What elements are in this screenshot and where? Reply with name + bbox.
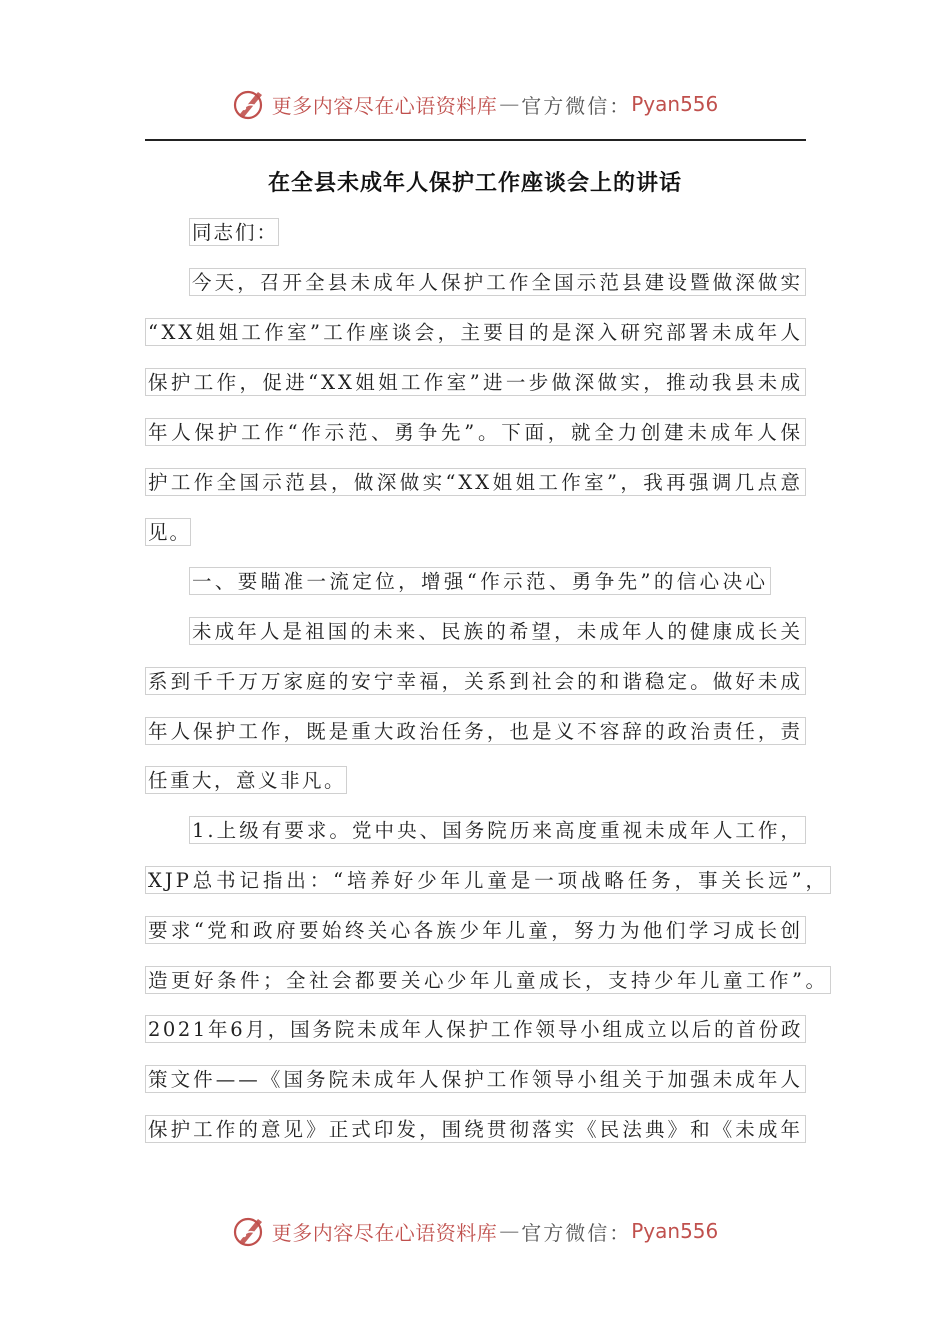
banner-wechat-label: 官方微信： [521,1220,632,1245]
text-line: 年人保护工作“作示范、勇争先”。下面，就全力创建未成年人保 [145,418,806,446]
page-title: 在全县未成年人保护工作座谈会上的讲话 [267,171,682,196]
text-line: 造更好条件；全社会都要关心少年儿童成长，支持少年儿童工作”。 [145,966,831,994]
text-line: 见。 [145,518,191,546]
header-divider [145,139,806,141]
pen-logo-icon [232,86,268,122]
banner-wechat-label: 官方微信： [521,93,632,118]
text-line: 策文件——《国务院未成年人保护工作领导小组关于加强未成年人 [145,1065,806,1093]
footer-banner [0,1211,950,1251]
text-line: 护工作全国示范县，做深做实“XX姐姐工作室”，我再强调几点意 [145,468,806,496]
text-line: 保护工作的意见》正式印发，围绕贯彻落实《民法典》和《未成年 [145,1115,806,1143]
section-heading: 一、要瞄准一流定位，增强“作示范、勇争先”的信心决心 [189,567,771,595]
banner-site-text: 更多内容尽在心语资料库 [271,1220,498,1245]
text-line: 任重大，意义非凡。 [145,766,347,794]
banner-wechat-id: Pyan556 [631,1219,719,1243]
header-banner [0,84,950,124]
text-line: 年人保护工作，既是重大政治任务，也是义不容辞的政治责任，责 [145,717,806,745]
text-line: 今天，召开全县未成年人保护工作全国示范县建设暨做深做实 [189,268,806,296]
text-line: 同志们： [189,218,279,246]
banner-site-text: 更多内容尽在心语资料库 [271,93,498,118]
text-line: 未成年人是祖国的未来、民族的希望，未成年人的健康成长关 [189,617,806,645]
text-line: 要求“党和政府要始终关心各族少年儿童，努力为他们学习成长创 [145,916,806,944]
pen-logo-icon [232,1213,268,1249]
banner-dash: — [499,92,520,116]
text-line: XJP总书记指出：“培养好少年儿童是一项战略任务，事关长远”， [145,866,831,894]
text-line: 保护工作，促进“XX姐姐工作室”进一步做深做实，推动我县未成 [145,368,806,396]
banner-wechat-id: Pyan556 [631,92,719,116]
banner-dash: — [499,1219,520,1243]
text-line: 1.上级有要求。党中央、国务院历来高度重视未成年人工作， [189,816,806,844]
text-line: 2021年6月，国务院未成年人保护工作领导小组成立以后的首份政 [145,1015,806,1043]
text-line: 系到千千万万家庭的安宁幸福，关系到社会的和谐稳定。做好未成 [145,667,806,695]
text-line: “XX姐姐工作室”工作座谈会，主要目的是深入研究部署未成年人 [145,318,806,346]
